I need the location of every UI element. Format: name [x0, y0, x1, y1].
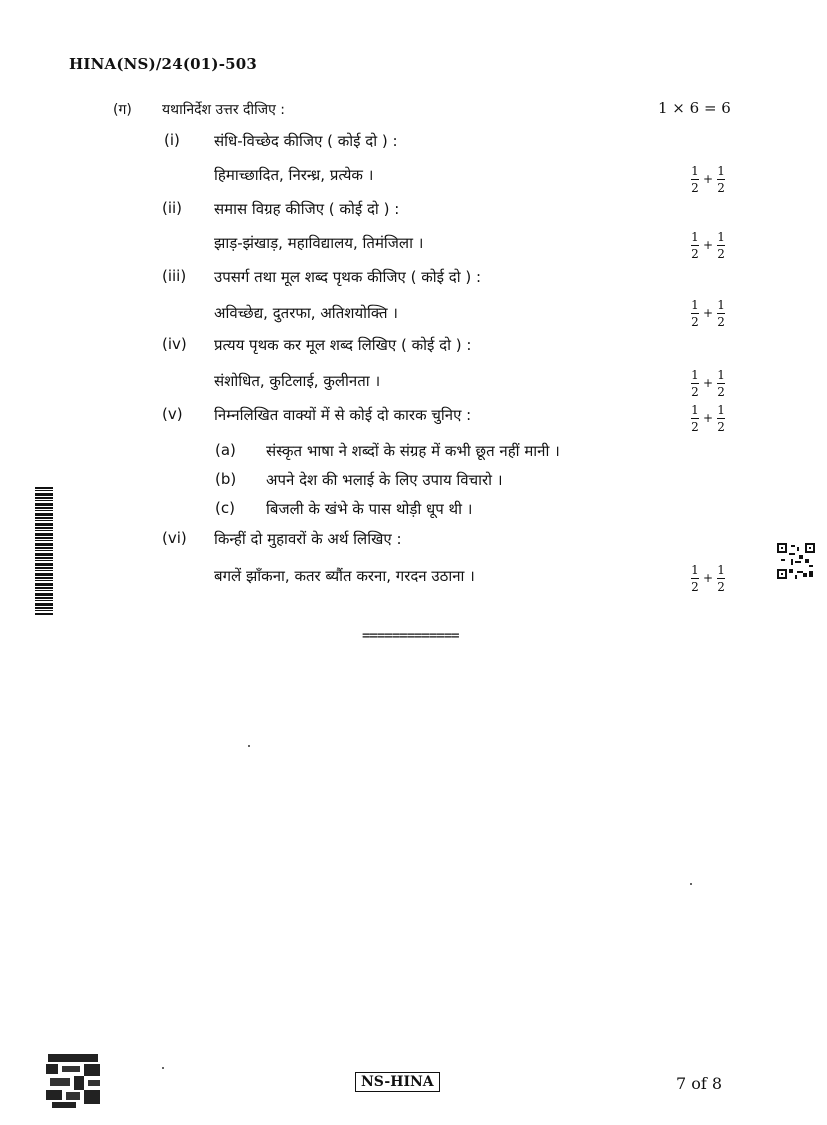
sentence-label: (a): [215, 441, 236, 459]
marks-fraction: $\frac{1}{2}$ + $\frac{1}{2}$: [691, 297, 725, 329]
marks-fraction: $\frac{1}{2}$ + $\frac{1}{2}$: [691, 562, 725, 594]
question-answer-words: संशोधित, कुटिलाई, कुलीनता ।: [214, 372, 381, 390]
marks-fraction: $\frac{1}{2}$ + $\frac{1}{2}$: [691, 163, 725, 195]
question-answer-words: अविच्छेद्य, दुतरफा, अतिशयोक्ति ।: [214, 304, 398, 322]
marks-fraction: $\frac{1}{2}$ + $\frac{1}{2}$: [691, 402, 725, 434]
question-prompt: निम्नलिखित वाक्यों में से कोई दो कारक चुनिए :: [214, 406, 472, 424]
scan-speck: [690, 883, 692, 885]
question-number: (vi): [162, 529, 187, 547]
barcode-image: [35, 487, 53, 615]
question-prompt: समास विग्रह कीजिए ( कोई दो ) :: [214, 200, 400, 218]
footer-code-box: NS-HINA: [355, 1072, 440, 1092]
question-number: (v): [162, 405, 183, 423]
question-prompt: किन्हीं दो मुहावरों के अर्थ लिखिए :: [214, 530, 402, 548]
page-number: 7 of 8: [676, 1074, 723, 1093]
question-answer-words: बगलें झाँकना, कतर ब्यौंत करना, गरदन उठाना ।: [214, 567, 475, 585]
paper-code: HINA(NS)/24(01)-503: [69, 55, 258, 73]
question-number: (iv): [162, 335, 187, 353]
sentence-label: (c): [215, 499, 235, 517]
marks-fraction: $\frac{1}{2}$ + $\frac{1}{2}$: [691, 229, 725, 261]
scan-speck: [162, 1067, 164, 1069]
sentence-text: संस्कृत भाषा ने शब्दों के संग्रह में कभी छूत नहीं मानी ।: [266, 442, 560, 460]
section-title: यथानिर्देश उत्तर दीजिए :: [162, 102, 285, 118]
section-marks: 1 × 6 = 6: [658, 99, 731, 117]
end-divider: =============: [362, 628, 459, 644]
sentence-text: बिजली के खंभे के पास थोड़ी धूप थी ।: [266, 500, 473, 518]
qr-code-image: [777, 543, 815, 579]
scan-stamp-image: [46, 1052, 100, 1108]
question-answer-words: हिमाच्छादित, निरन्ध्र, प्रत्येक ।: [214, 166, 374, 184]
scan-speck: [248, 745, 250, 747]
question-number: (i): [164, 131, 180, 149]
question-number: (ii): [162, 199, 183, 217]
question-prompt: उपसर्ग तथा मूल शब्द पृथक कीजिए ( कोई दो ) :: [214, 268, 482, 286]
sentence-text: अपने देश की भलाई के लिए उपाय विचारो ।: [266, 471, 503, 489]
sentence-label: (b): [215, 470, 237, 488]
question-number: (iii): [162, 267, 187, 285]
question-prompt: प्रत्यय पृथक कर मूल शब्द लिखिए ( कोई दो ) :: [214, 336, 472, 354]
section-label: (ग): [113, 102, 132, 118]
marks-fraction: $\frac{1}{2}$ + $\frac{1}{2}$: [691, 367, 725, 399]
question-answer-words: झाड़-झंखाड़, महाविद्यालय, तिमंजिला ।: [214, 234, 424, 252]
question-prompt: संधि-विच्छेद कीजिए ( कोई दो ) :: [214, 132, 398, 150]
